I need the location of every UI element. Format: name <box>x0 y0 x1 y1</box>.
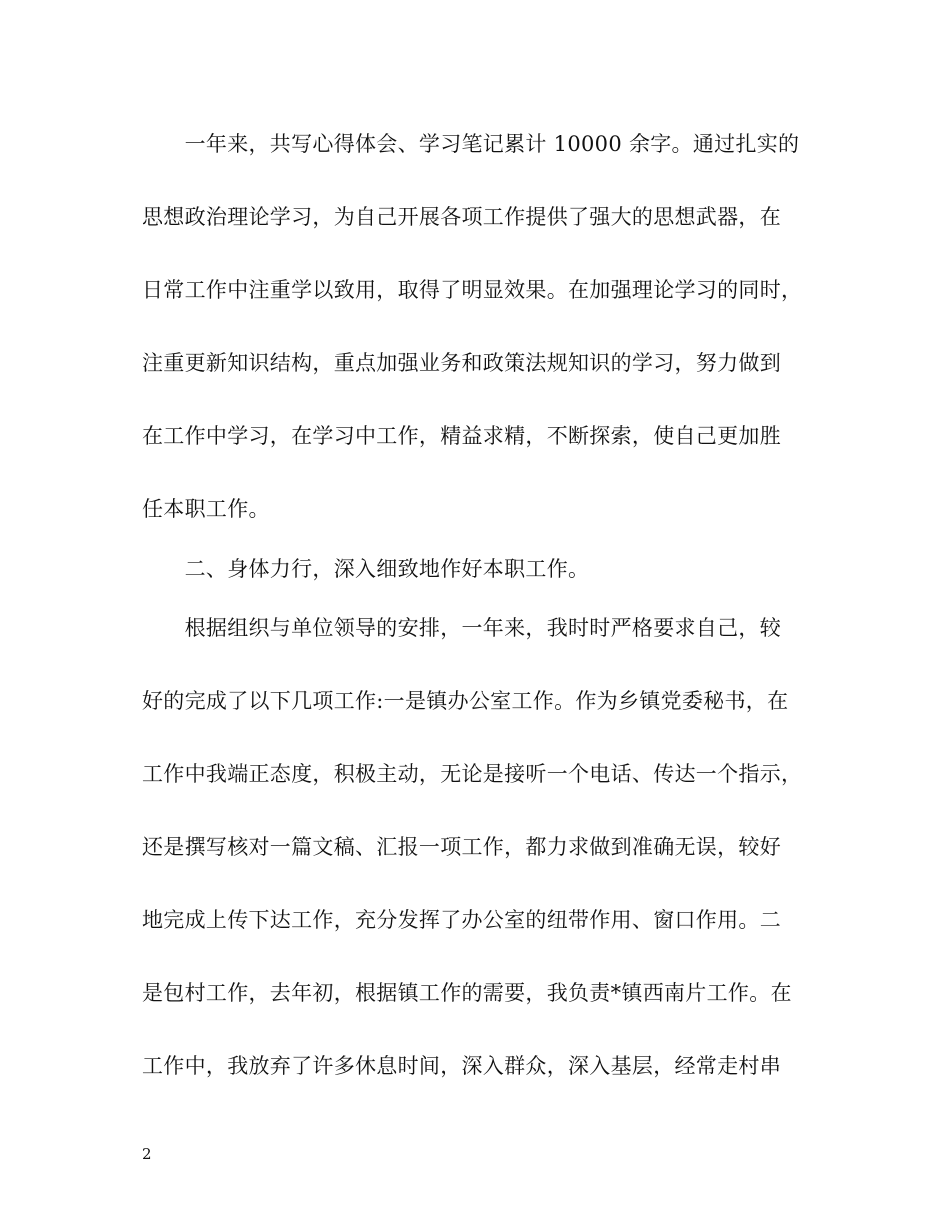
text-line: 还是撰写核对一篇文稿、汇报一项工作，都力求做到准确无误，较好 <box>142 835 781 859</box>
text-line: 思想政治理论学习，为自己开展各项工作提供了强大的思想武器，在 <box>142 205 781 229</box>
text-line: 好的完成了以下几项工作:一是镇办公室工作。作为乡镇党委秘书，在 <box>142 689 789 713</box>
text-line: 根据组织与单位领导的安排，一年来，我时时严格要求自己，较 <box>142 616 781 640</box>
text-line: 一年来，共写心得体会、学习笔记累计 10000 余字。通过扎实的 <box>142 132 800 156</box>
text-line: 在工作中学习，在学习中工作，精益求精，不断探索，使自己更加胜 <box>142 424 781 448</box>
page-number: 2 <box>142 1145 152 1163</box>
text-line: 是包村工作，去年初，根据镇工作的需要，我负责*镇西南片工作。在 <box>142 981 792 1005</box>
text-line: 工作中，我放弃了许多休息时间，深入群众，深入基层，经常走村串 <box>142 1054 781 1078</box>
text-line: 日常工作中注重学以致用，取得了明显效果。在加强理论学习的同时， <box>142 278 803 302</box>
text-line: 地完成上传下达工作，充分发挥了办公室的纽带作用、窗口作用。二 <box>142 908 781 932</box>
text-line: 注重更新知识结构，重点加强业务和政策法规知识的学习，努力做到 <box>142 351 781 375</box>
section-heading: 二、身体力行，深入细致地作好本职工作。 <box>142 557 590 581</box>
text-line: 工作中我端正态度，积极主动，无论是接听一个电话、传达一个指示， <box>142 762 803 786</box>
text-line: 任本职工作。 <box>142 497 270 521</box>
